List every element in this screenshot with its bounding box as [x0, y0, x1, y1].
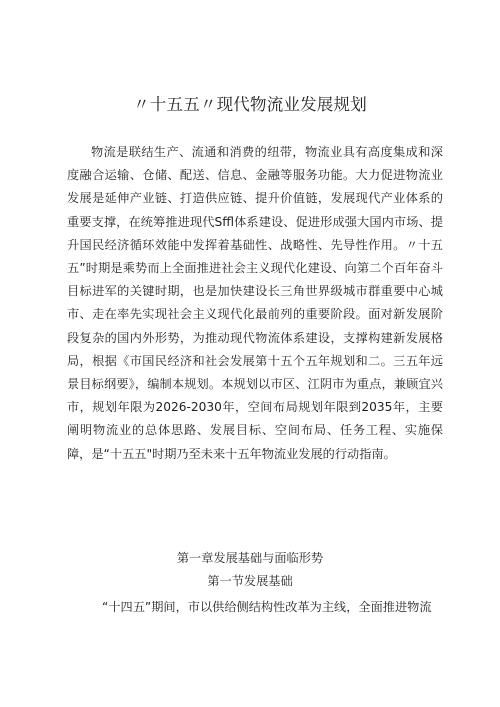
intro-paragraph: 物流是联结生产、流通和消费的纽带，物流业具有高度集成和深度融合运输、仓储、配送、信息、金融等服务功能。大力促进物流业发展是延伸产业链、打造供应链、提升价值链，发展现代产业体系的重要支撑，在统筹推进现代Sffl体系建设、促进形成强大国内市场、提升国民经济循环效能中发挥着基础性、战略性、先导性作用。〃十五五”时期是乘势而上全面推进社会主义现代化建设、向第二个百年奋斗目标进军的关键时期，也是加快建设长三角世界级城市群重要中心城市、走在率先实现社会主义现代化最前列的重要阶段。面对新发展阶段复杂的国内外形势，为推动现代物流体系建设，支撑构建新发展格局，根据《市国民经济和社会发展第十五个五年规划和二。三五年远景目标纲要》，编制本规划。本规划以市区、江阴市为重点，兼顾宜兴市，规划年限为2026-2030年，空间布局规划年限到2035年，主要阐明物流业的总体思路、发展目标、空间布局、任务工程、实施保障，是“十五五"时期乃至未来十五年物流业发展的行动指南。 [67, 145, 443, 461]
section-heading: 第一节发展基础 [207, 574, 293, 588]
document-title: 〃十五五〃现代物流业发展规划 [133, 95, 367, 114]
section-paragraph: “十四五”期间，市以供给侧结构性改革为主线，全面推进物流 [102, 600, 432, 614]
chapter-heading: 第一章发展基础与面临形势 [176, 551, 324, 565]
